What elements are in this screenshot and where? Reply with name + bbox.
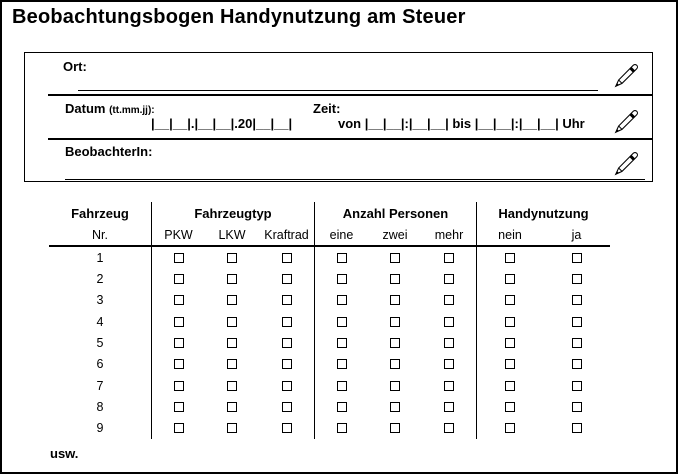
checkbox-cell — [259, 311, 314, 332]
checkbox-cell — [259, 354, 314, 375]
checkbox-ja[interactable] — [572, 402, 582, 412]
checkbox-nein[interactable] — [505, 295, 515, 305]
row-number: 7 — [96, 378, 104, 393]
checkbox-eine[interactable] — [337, 317, 347, 327]
checkbox-cell — [543, 332, 610, 353]
checkbox-cell — [368, 247, 422, 268]
pencil-icon — [613, 109, 639, 135]
table-row — [49, 311, 610, 332]
checkbox-zwei[interactable] — [390, 274, 400, 284]
checkbox-cell — [205, 247, 259, 268]
checkbox-cell — [205, 332, 259, 353]
checkbox-eine[interactable] — [337, 295, 347, 305]
checkbox-cell — [368, 290, 422, 311]
datum-fill-field[interactable]: |__|__|.|__|__|.20|__|__| — [151, 116, 293, 131]
checkbox-cell — [543, 311, 610, 332]
checkbox-Kraftrad[interactable] — [282, 381, 292, 391]
checkbox-cell — [259, 375, 314, 396]
checkbox-zwei[interactable] — [390, 402, 400, 412]
checkbox-cell — [151, 247, 205, 268]
datum-format-hint: (tt.mm.jj): — [109, 105, 155, 116]
checkbox-cell — [151, 332, 205, 353]
checkbox-cell — [368, 332, 422, 353]
checkbox-Kraftrad[interactable] — [282, 295, 292, 305]
row-number: 1 — [96, 250, 104, 265]
column-header-nein: nein — [476, 224, 543, 247]
checkbox-cell — [205, 396, 259, 417]
checkbox-Kraftrad[interactable] — [282, 402, 292, 412]
checkbox-cell — [368, 268, 422, 289]
page-title: Beobachtungsbogen Handynutzung am Steuer — [12, 6, 466, 28]
checkbox-cell — [205, 375, 259, 396]
checkbox-cell — [151, 354, 205, 375]
group-header-handynutzung: Handynutzung — [476, 202, 610, 224]
checkbox-cell — [259, 332, 314, 353]
column-header-mehr: mehr — [422, 224, 476, 247]
checkbox-cell — [314, 290, 368, 311]
checkbox-cell — [314, 268, 368, 289]
checkbox-cell — [476, 396, 543, 417]
checkbox-cell — [259, 268, 314, 289]
row-number: 6 — [96, 357, 104, 372]
checkbox-cell — [422, 268, 476, 289]
checkbox-mehr[interactable] — [444, 338, 454, 348]
checkbox-cell — [422, 396, 476, 417]
checkbox-mehr[interactable] — [444, 253, 454, 263]
checkbox-cell — [422, 354, 476, 375]
checkbox-mehr[interactable] — [444, 359, 454, 369]
checkbox-cell — [368, 375, 422, 396]
checkbox-cell — [151, 311, 205, 332]
checkbox-cell — [314, 375, 368, 396]
pencil-icon — [613, 63, 639, 89]
group-header-fahrzeugtyp: Fahrzeugtyp — [151, 202, 314, 224]
checkbox-PKW[interactable] — [174, 338, 184, 348]
table-row — [49, 290, 610, 311]
checkbox-PKW[interactable] — [174, 402, 184, 412]
checkbox-eine[interactable] — [337, 359, 347, 369]
checkbox-cell — [368, 396, 422, 417]
column-header-kraftrad: Kraftrad — [259, 224, 314, 247]
checkbox-cell — [543, 247, 610, 268]
checkbox-LKW[interactable] — [227, 381, 237, 391]
checkbox-LKW[interactable] — [227, 253, 237, 263]
checkbox-PKW[interactable] — [174, 295, 184, 305]
checkbox-cell — [314, 311, 368, 332]
group-header-fahrzeug: Fahrzeug — [71, 205, 129, 221]
checkbox-cell — [368, 311, 422, 332]
checkbox-cell — [476, 268, 543, 289]
checkbox-cell — [543, 354, 610, 375]
column-header-zwei: zwei — [368, 224, 422, 247]
checkbox-cell — [543, 290, 610, 311]
checkbox-mehr[interactable] — [444, 274, 454, 284]
column-header-eine: eine — [314, 224, 368, 247]
checkbox-cell — [259, 396, 314, 417]
checkbox-cell — [422, 311, 476, 332]
checkbox-cell — [259, 290, 314, 311]
checkbox-ja[interactable] — [572, 295, 582, 305]
checkbox-zwei[interactable] — [390, 295, 400, 305]
row-number: 8 — [96, 400, 104, 415]
checkbox-ja[interactable] — [572, 338, 582, 348]
checkbox-cell — [422, 418, 476, 439]
row-divider — [48, 138, 652, 140]
checkbox-cell — [314, 418, 368, 439]
checkbox-eine[interactable] — [337, 253, 347, 263]
checkbox-Kraftrad[interactable] — [282, 274, 292, 284]
column-header-ja: ja — [543, 224, 610, 247]
checkbox-cell — [543, 418, 610, 439]
checkbox-cell — [476, 375, 543, 396]
checkbox-mehr[interactable] — [444, 295, 454, 305]
checkbox-nein[interactable] — [505, 359, 515, 369]
checkbox-PKW[interactable] — [174, 423, 184, 433]
group-header-anzahl-personen: Anzahl Personen — [314, 202, 476, 224]
checkbox-nein[interactable] — [505, 253, 515, 263]
checkbox-zwei[interactable] — [390, 423, 400, 433]
checkbox-zwei[interactable] — [390, 359, 400, 369]
checkbox-nein[interactable] — [505, 317, 515, 327]
checkbox-cell — [314, 247, 368, 268]
checkbox-nein[interactable] — [505, 381, 515, 391]
checkbox-Kraftrad[interactable] — [282, 253, 292, 263]
checkbox-cell — [151, 375, 205, 396]
checkbox-cell — [314, 354, 368, 375]
checkbox-ja[interactable] — [572, 359, 582, 369]
checkbox-ja[interactable] — [572, 253, 582, 263]
checkbox-cell — [368, 418, 422, 439]
table-row — [49, 354, 610, 375]
datum-label — [65, 101, 155, 116]
checkbox-ja[interactable] — [572, 423, 582, 433]
checkbox-cell — [476, 332, 543, 353]
checkbox-mehr[interactable] — [444, 423, 454, 433]
checkbox-cell — [476, 311, 543, 332]
row-number: 4 — [96, 314, 104, 329]
pencil-icon — [613, 151, 639, 177]
checkbox-LKW[interactable] — [227, 274, 237, 284]
checkbox-cell — [422, 332, 476, 353]
table-row — [49, 268, 610, 289]
checkbox-cell — [476, 290, 543, 311]
checkbox-Kraftrad[interactable] — [282, 423, 292, 433]
checkbox-cell — [205, 418, 259, 439]
column-header-pkw: PKW — [151, 224, 205, 247]
checkbox-zwei[interactable] — [390, 253, 400, 263]
zeit-label: Zeit: — [313, 101, 341, 116]
datum-label-text: Datum — [65, 101, 106, 116]
checkbox-Kraftrad[interactable] — [282, 359, 292, 369]
checkbox-LKW[interactable] — [227, 402, 237, 412]
table-row — [49, 375, 610, 396]
row-number: 3 — [96, 293, 104, 308]
checkbox-Kraftrad[interactable] — [282, 338, 292, 348]
checkbox-PKW[interactable] — [174, 381, 184, 391]
checkbox-cell — [151, 418, 205, 439]
table-body — [49, 247, 610, 439]
checkbox-cell — [422, 375, 476, 396]
checkbox-cell — [205, 268, 259, 289]
checkbox-cell — [151, 290, 205, 311]
checkbox-cell — [205, 311, 259, 332]
table-row — [49, 418, 610, 439]
checkbox-LKW[interactable] — [227, 317, 237, 327]
table-row — [49, 247, 610, 268]
checkbox-zwei[interactable] — [390, 338, 400, 348]
column-header-nr: Nr. — [49, 224, 151, 247]
checkbox-cell — [314, 332, 368, 353]
row-number: 9 — [96, 421, 104, 436]
checkbox-cell — [476, 354, 543, 375]
table-row — [49, 332, 610, 353]
checkbox-cell — [259, 418, 314, 439]
checkbox-cell — [151, 268, 205, 289]
checkbox-eine[interactable] — [337, 274, 347, 284]
checkbox-cell — [543, 396, 610, 417]
checkbox-PKW[interactable] — [174, 359, 184, 369]
checkbox-ja[interactable] — [572, 381, 582, 391]
checkbox-cell — [205, 354, 259, 375]
table-group-header-row — [49, 202, 610, 224]
table-subheader-row — [49, 224, 610, 247]
column-header-lkw: LKW — [205, 224, 259, 247]
checkbox-LKW[interactable] — [227, 423, 237, 433]
checkbox-LKW[interactable] — [227, 295, 237, 305]
checkbox-cell — [543, 375, 610, 396]
checkbox-ja[interactable] — [572, 317, 582, 327]
checkbox-ja[interactable] — [572, 274, 582, 284]
checkbox-eine[interactable] — [337, 338, 347, 348]
checkbox-nein[interactable] — [505, 423, 515, 433]
checkbox-cell — [314, 396, 368, 417]
checkbox-cell — [476, 418, 543, 439]
checkbox-PKW[interactable] — [174, 253, 184, 263]
checkbox-eine[interactable] — [337, 423, 347, 433]
checkbox-zwei[interactable] — [390, 317, 400, 327]
checkbox-cell — [205, 290, 259, 311]
checkbox-cell — [422, 247, 476, 268]
header-fields-box — [24, 52, 653, 182]
row-number: 2 — [96, 272, 104, 287]
observation-table — [49, 202, 610, 439]
checkbox-LKW[interactable] — [227, 338, 237, 348]
checkbox-nein[interactable] — [505, 402, 515, 412]
checkbox-cell — [476, 247, 543, 268]
ort-label: Ort: — [63, 59, 87, 74]
checkbox-cell — [259, 247, 314, 268]
checkbox-cell — [422, 290, 476, 311]
continuation-label: usw. — [50, 446, 79, 461]
checkbox-Kraftrad[interactable] — [282, 317, 292, 327]
table-row — [49, 396, 610, 417]
beobachter-input-line[interactable] — [65, 179, 645, 180]
ort-input-line[interactable] — [78, 90, 598, 91]
checkbox-nein[interactable] — [505, 274, 515, 284]
checkbox-zwei[interactable] — [390, 381, 400, 391]
checkbox-cell — [368, 354, 422, 375]
checkbox-mehr[interactable] — [444, 317, 454, 327]
checkbox-eine[interactable] — [337, 402, 347, 412]
checkbox-PKW[interactable] — [174, 274, 184, 284]
beobachter-label: BeobachterIn: — [65, 144, 153, 159]
checkbox-cell — [543, 268, 610, 289]
checkbox-mehr[interactable] — [444, 381, 454, 391]
checkbox-cell — [151, 396, 205, 417]
checkbox-mehr[interactable] — [444, 402, 454, 412]
row-divider — [48, 94, 652, 96]
checkbox-LKW[interactable] — [227, 359, 237, 369]
checkbox-PKW[interactable] — [174, 317, 184, 327]
checkbox-nein[interactable] — [505, 338, 515, 348]
zeit-fill-field[interactable]: von |__|__|:|__|__| bis |__|__|:|__|__| Uhr — [338, 116, 585, 131]
checkbox-eine[interactable] — [337, 381, 347, 391]
row-number: 5 — [96, 336, 104, 351]
